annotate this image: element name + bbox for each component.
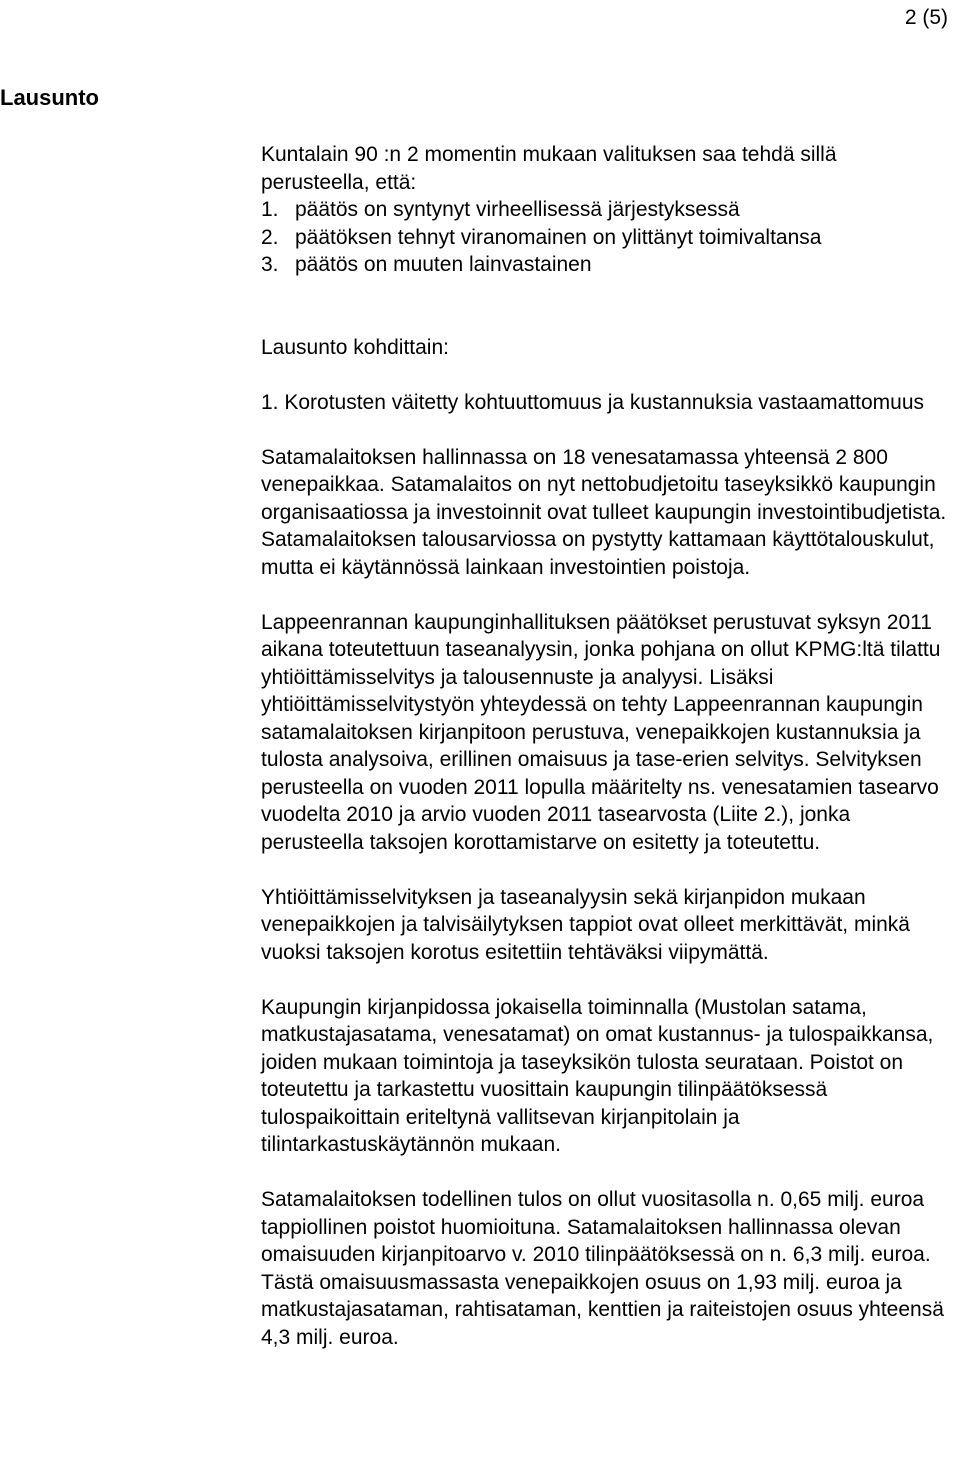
list-text: päätöksen tehnyt viranomainen on ylittänyt toimivaltansa (295, 225, 822, 249)
intro-line-1: Kuntalain 90 :n 2 momentin mukaan valituksen saa tehdä sillä (261, 143, 837, 166)
list-text: päätös on muuten lainvastainen (295, 253, 592, 276)
appeal-criteria-list (261, 196, 951, 279)
paragraph: Kaupungin kirjanpidossa jokaisella toiminnalla (Mustolan satama, matkustajasatama, venesatamat) on omat kustannus- ja tulospaikkansa, joiden mukaan toimintoja ja taseyksikön tulosta seurataan. Poistot on toteutettu ja tarkastettu vuosittain kaupungin tilinpäätöksessä tulospaikoittain eriteltynä vallitsevan kirjanpitolain ja tilintarkastuskäytännön mukaan. (261, 995, 934, 1156)
page-number: 2 (5) (904, 6, 948, 29)
paragraph: Lappeenrannan kaupunginhallituksen päätökset perustuvat syksyn 2011 aikana toteutettuun taseanalyysin, jonka pohjana on ollut KPMG:ltä tilattu yhtiöittämisselvitys ja talousennuste ja analyysi. Lisäksi yhtiöittämisselvitystyön yhteydessä on tehty Lappeenrannan kaupungin satamalaitoksen kirjanpitoon perustuva, venepaikkojen kustannuksia ja tulosta analysoiva, erillinen omaisuus ja tase-erien selvitys. Selvityksen perusteella on vuoden 2011 lopulla määritelty ns. venesatamien tasearvo vuodelta 2010 ja arvio vuoden 2011 tasearvosta (Liite 2.), jonka perusteella taksojen korottamistarve on esitetty ja toteutettu. (261, 610, 941, 854)
list-number: 3. (261, 253, 279, 276)
list-item (261, 196, 951, 224)
point-title: 1. Korotusten väitetty kohtuuttomuus ja kustannuksia vastaamattomuus (261, 390, 925, 414)
intro-line-2: perusteella, että: (261, 170, 417, 194)
intro-paragraph (261, 141, 951, 196)
paragraph: Yhtiöittämisselvityksen ja taseanalyysin sekä kirjanpidon mukaan venepaikkojen ja talvisäilytyksen tappiot ovat olleet merkittävät, minkä vuoksi taksojen korotus esitettiin tehtäväksi viipymättä. (261, 885, 910, 964)
list-item (261, 251, 951, 279)
list-text: päätös on syntynyt virheellisessä järjestyksessä (295, 198, 740, 221)
list-item (261, 224, 951, 252)
paragraph: Satamalaitoksen todellinen tulos on ollut vuositasolla n. 0,65 milj. euroa tappiollinen poistot huomioituna. Satamalaitoksen hallinnassa olevan omaisuuden kirjanpitoarvo v. 2010 tilinpäätöksessä on n. 6,3 milj. euroa. Tästä omaisuusmassasta venepaikkojen osuus on 1,93 milj. euroa ja matkustajasataman, rahtisataman, kenttien ja raiteistojen osuus yhteensä 4,3 milj. euroa. (261, 1188, 944, 1349)
paragraph: Satamalaitoksen hallinnassa on 18 venesatamassa yhteensä 2 800 venepaikkaa. Satamalaitos on nyt nettobudjetoitu taseyksikkö kaupungin organisaatiossa ja investoinnit ovat tulleet kaupungin investointibudjetista. Satamalaitoksen talousarviossa on pystytty kattamaan käyttötalouskulut, mutta ei käytännössä lainkaan investointien poistoja. (261, 445, 947, 579)
document-body (261, 141, 951, 1351)
section-heading: Lausunto (0, 85, 99, 110)
list-number: 1. (261, 198, 279, 221)
list-number: 2. (261, 225, 279, 249)
subheading: Lausunto kohdittain: (261, 335, 449, 359)
